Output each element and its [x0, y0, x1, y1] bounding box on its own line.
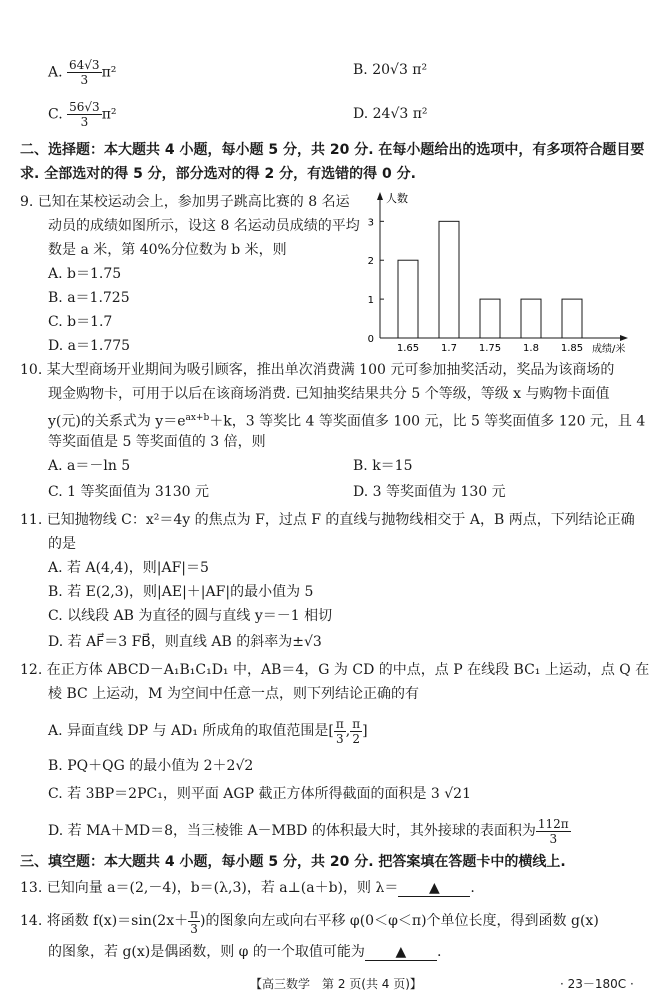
q10-exponent: ax+b	[185, 413, 210, 423]
q8-option-c: C. $\frac{56√3}{3}$ π²	[48, 100, 117, 129]
q8-a-fraction: $\frac{64√3}{3}$	[69, 58, 100, 87]
q12-option-b: B. PQ＋QG 的最小值为 2＋2√2	[48, 758, 254, 774]
q10-stem-line4: 等奖面值是 5 等奖面值的 3 倍，则	[48, 434, 266, 450]
footer-code: · 23－180C ·	[560, 977, 634, 991]
q10-option-b: B. k＝15	[353, 458, 413, 474]
q9-stem-line2: 动员的成绩如图所示，设这 8 名运动员成绩的平均	[48, 218, 360, 234]
q14-frac: $\frac{\pi}{3}$	[190, 906, 198, 936]
section2-heading-line1: 二、选择题：本大题共 4 小题，每小题 5 分，共 20 分. 在每小题给出的选项中，有多项符合题目要	[20, 142, 645, 158]
y-tick-label: 1	[367, 295, 374, 307]
q10-stem-line2: 现金购物卡，可用于以后在该商场消费. 已知抽奖结果共分 5 个等级，等级 x 与购物卡面值	[48, 386, 610, 402]
q12-stem-line2: 棱 BC 上运动，M 为空间中任意一点，则下列结论正确的有	[48, 686, 419, 702]
q11-option-a: A. 若 A(4,4)，则|AF|＝5	[48, 560, 209, 576]
q10-stem-line3: y(元)的关系式为 $y=e^{ax+b}+k$，3 等奖比 4 等奖面值多 100 元，比 5 等奖面值多 120 元，且 4	[48, 413, 646, 430]
bar	[562, 299, 582, 338]
bar	[398, 260, 418, 338]
q9-stem-line3: 数是 a 米，第 40%分位数为 b 米，则	[48, 242, 287, 258]
q8-option-a: A. $\frac{64√3}{3}$ π²	[48, 58, 117, 87]
x-tick-label: 1.8	[523, 343, 539, 354]
footer-page-info: 【高三数学 第 2 页(共 4 页)】	[250, 977, 422, 991]
q11-option-b: B. 若 E(2,3)，则|AE|＋|AF|的最小值为 5	[48, 584, 314, 600]
section3-heading: 三、填空题：本大题共 4 小题，每小题 5 分，共 20 分. 把答案填在答题卡中的横线上.	[20, 854, 566, 870]
y-tick-label: 0	[367, 334, 374, 345]
y-tick-label: 3	[367, 217, 374, 229]
q9-option-a: A. b＝1.75	[48, 266, 122, 282]
q12-a-frac2: $\frac{\pi}{2}$	[352, 716, 361, 746]
q11-option-c: C. 以线段 AB 为直径的圆与直线 y＝－1 相切	[48, 608, 333, 624]
q11-stem-line1: 11. 已知抛物线 C：x²＝4y 的焦点为 F，过点 F 的直线与抛物线相交于 A，B 两点，下列结论正确	[20, 512, 635, 528]
q14-answer-blank[interactable]: ▲	[365, 944, 437, 961]
section2-heading-line2: 求. 全部选对的得 5 分，部分选对的得 2 分，有选错的得 0 分.	[20, 166, 416, 182]
q12-option-a: A. 异面直线 DP 与 AD₁ 所成角的取值范围是[ $\frac{\pi}{3}$ , $\frac{\pi}{2}$ ]	[48, 716, 368, 746]
y-tick-label: 2	[367, 256, 374, 268]
x-tick-label: 1.7	[441, 343, 457, 354]
q10-option-c: C. 1 等奖面值为 3130 元	[48, 484, 209, 500]
q10-option-a: A. a＝－ln 5	[48, 458, 131, 474]
q12-d-frac: $\frac{112\pi}{3}$	[537, 816, 569, 846]
q8-option-b: B. 20√3 π²	[353, 62, 428, 78]
q9-option-d: D. a＝1.775	[48, 338, 131, 354]
x-tick-label: 1.65	[396, 343, 420, 354]
q9-bar-chart	[360, 186, 640, 358]
q12-option-c: C. 若 3BP＝2PC₁，则平面 AGP 截正方体所得截面的面积是 3 √21	[48, 786, 471, 802]
bar	[521, 299, 541, 338]
q8-c-fraction: $\frac{56√3}{3}$	[69, 100, 100, 129]
x-axis-label: 成绩/米	[592, 344, 626, 355]
q12-a-frac1: $\frac{\pi}{3}$	[335, 716, 344, 746]
q12-option-d: D. 若 MA＋MD＝8，当三棱锥 A－MBD 的体积最大时，其外接球的表面积为 $\frac{112\pi}{3}$	[48, 816, 569, 846]
q9-option-b: B. a＝1.725	[48, 290, 130, 306]
q13-line: 13. 已知向量 a＝(2,－4)，b＝(λ,3)，若 a⊥(a＋b)，则 λ＝ ▲ .	[20, 880, 475, 896]
bar	[480, 299, 500, 338]
q14-line1: 14. 将函数 f(x)＝sin(2x＋ $\frac{\pi}{3}$ )的图象向左或向右平移 φ(0＜φ＜π)个单位长度，得到函数 g(x)	[20, 906, 599, 936]
q9-option-c: C. b＝1.7	[48, 314, 113, 330]
q9-stem-line1: 9. 已知在某校运动会上，参加男子跳高比赛的 8 名运	[20, 194, 350, 210]
q13-answer-blank[interactable]: ▲	[398, 880, 470, 897]
x-tick-label: 1.85	[560, 343, 584, 354]
y-axis-arrow	[377, 192, 383, 200]
x-axis-arrow	[620, 335, 628, 341]
q12-stem-line1: 12. 在正方体 ABCD－A₁B₁C₁D₁ 中，AB＝4，G 为 CD 的中点，点 P 在线段 BC₁ 上运动，点 Q 在	[20, 662, 650, 678]
q11-stem-line2: 的是	[48, 536, 76, 552]
y-axis-label: 人数	[386, 192, 408, 205]
q8-option-d: D. 24√3 π²	[353, 106, 428, 122]
bar	[439, 221, 459, 338]
q14-line2: 的图象，若 g(x)是偶函数，则 φ 的一个取值可能为 ▲ .	[48, 944, 442, 960]
q10-stem-line1: 10. 某大型商场开业期间为吸引顾客，推出单次消费满 100 元可参加抽奖活动，奖品为该商场的	[20, 362, 615, 378]
q11-option-d: D. 若 AF⃗＝3 FB⃗，则直线 AB 的斜率为±√3	[48, 634, 322, 650]
x-tick-label: 1.75	[478, 343, 502, 354]
q10-option-d: D. 3 等奖面值为 130 元	[353, 484, 506, 500]
